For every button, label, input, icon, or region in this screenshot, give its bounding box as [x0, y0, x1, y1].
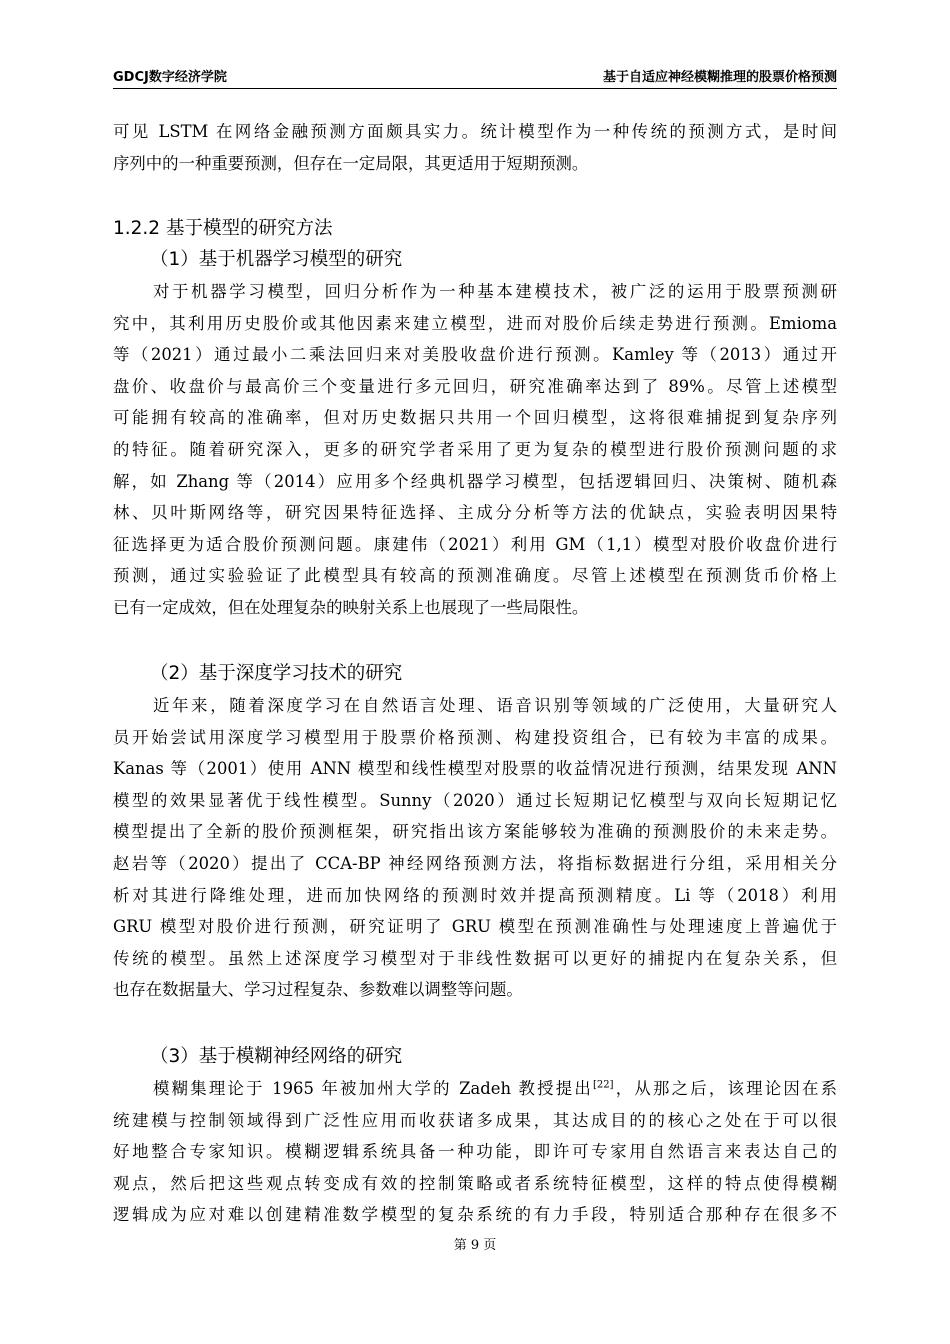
text-line: Kanas 等（2001）使用 ANN 模型和线性模型对股票的收益情况进行预测，结果发现 ANN — [113, 759, 837, 779]
text-line: 解，如 Zhang 等（2014）应用多个经典机器学习模型，包括逻辑回归、决策树、随机森 — [113, 471, 837, 491]
text-line: 序列中的一种重要预测，但存在一定局限，其更适用于短期预测。 — [113, 153, 589, 173]
citation-ref: [22] — [592, 1079, 614, 1091]
text-line: 可见 LSTM 在网络金融预测方面颇具实力。统计模型作为一种传统的预测方式，是时间 — [113, 122, 837, 141]
text-fragment: 模糊集理论于 1965 年被加州大学的 Zadeh 教授提出 — [153, 1079, 593, 1098]
text-line: 盘价、收盘价与最高价三个变量进行多元回归，研究准确率达到了 89%。尽管上述模型 — [113, 376, 837, 396]
text-line: 的特征。随着研究深入，更多的研究学者采用了更为复杂的模型进行股价预测问题的求 — [113, 439, 837, 459]
text-line: 究中，其利用历史股价或其他因素来建立模型，进而对股价后续走势进行预测。Emioma — [113, 313, 837, 333]
text-line: GRU 模型对股价进行预测，研究证明了 GRU 模型在预测准确性与处理速度上普遍优于 — [113, 917, 837, 937]
text-line: 已有一定成效，但在处理复杂的映射关系上也展现了一些局限性。 — [113, 597, 589, 617]
section-heading: 1.2.2 基于模型的研究方法 — [113, 218, 333, 239]
text-line: 模型提出了全新的股价预测框架，研究指出该方案能够较为准确的预测股价的未来走势。 — [113, 822, 837, 842]
text-line: 员开始尝试用深度学习模型用于股票价格预测、构建投资组合，已有较为丰富的成果。 — [113, 727, 837, 747]
intro-paragraph — [113, 116, 837, 179]
paragraph-ml — [113, 276, 837, 624]
text-line: 赵岩等（2020）提出了 CCA-BP 神经网络预测方法，将指标数据进行分组，采用相关分 — [113, 853, 837, 873]
text-line: 统建模与控制领域得到广泛性应用而收获诸多成果，其达成目的的核心之处在于可以很 — [113, 1110, 837, 1130]
paragraph-fuzzy — [113, 1073, 837, 1231]
subsection-heading-1: （1）基于机器学习模型的研究 — [150, 249, 403, 270]
text-line: 预测，通过实验验证了此模型具有较高的预测准确度。尽管上述模型在预测货币价格上 — [113, 566, 837, 586]
text-line: 模型的效果显著优于线性模型。Sunny（2020）通过长短期记忆模型与双向长短期记忆 — [113, 790, 837, 810]
text-line: 林、贝叶斯网络等，研究因果特征选择、主成分分析等方法的优缺点，实验表明因果特 — [113, 503, 837, 523]
text-line: 好地整合专家知识。模糊逻辑系统具备一种功能，即许可专家用自然语言来表达自己的 — [113, 1142, 837, 1162]
subsection-heading-3: （3）基于模糊神经网络的研究 — [150, 1046, 403, 1067]
text-line: 也存在数据量大、学习过程复杂、参数难以调整等问题。 — [113, 980, 523, 1000]
text-fragment: ，从那之后，该理论因在系 — [613, 1079, 837, 1098]
paragraph-dl — [113, 690, 837, 1006]
text-line: 析对其进行降维处理，进而加快网络的预测时效并提高预测精度。Li 等（2018）利用 — [113, 885, 837, 905]
text-line: 逻辑成为应对难以创建精准数学模型的复杂系统的有力手段，特别适合那种存在很多不 — [113, 1205, 837, 1225]
header-left: GDCJ数字经济学院 — [113, 70, 227, 85]
text-line — [113, 1073, 837, 1105]
text-line: 传统的模型。虽然上述深度学习模型对于非线性数据可以更好的捕捉内在复杂关系，但 — [113, 948, 837, 968]
text-line: 等（2021）通过最小二乘法回归来对美股收盘价进行预测。Kamley 等（2013）通过开 — [113, 345, 837, 365]
subsection-heading-2: （2）基于深度学习技术的研究 — [150, 663, 403, 684]
page-header — [113, 64, 837, 89]
text-line: 征选择更为适合股价预测问题。康建伟（2021）利用 GM（1,1）模型对股价收盘价进行 — [113, 534, 837, 554]
text-line: 对于机器学习模型，回归分析作为一种基本建模技术，被广泛的运用于股票预测研 — [153, 282, 837, 301]
text-line: 可能拥有较高的准确率，但对历史数据只共用一个回归模型，这将很难捕捉到复杂序列 — [113, 408, 837, 428]
page-number: 第 9 页 — [453, 1238, 497, 1253]
header-right: 基于自适应神经模糊推理的股票价格预测 — [602, 70, 837, 85]
text-line: 近年来，随着深度学习在自然语言处理、语音识别等领域的广泛使用，大量研究人 — [153, 696, 837, 715]
text-line: 观点，然后把这些观点转变成有效的控制策略或者系统特征模型，这样的特点使得模糊 — [113, 1173, 837, 1193]
